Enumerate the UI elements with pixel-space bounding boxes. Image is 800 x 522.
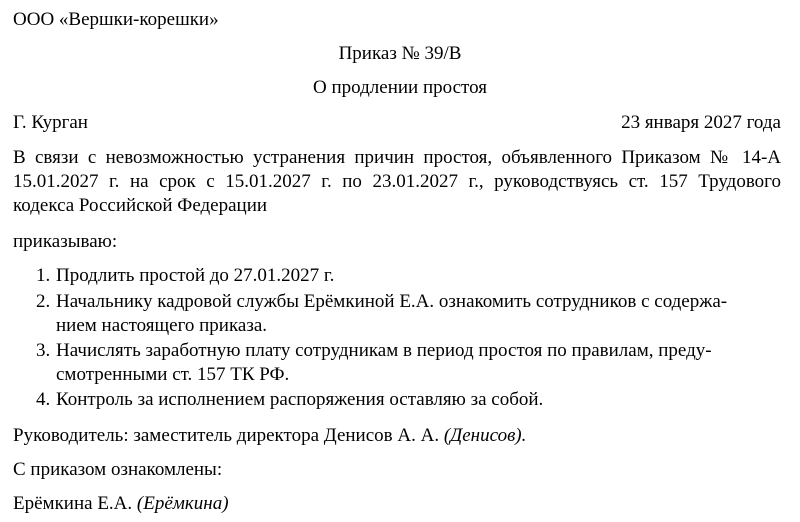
item-text-continuation: смотренными ст. 157 ТК РФ. <box>56 364 290 385</box>
item-text: Продлить простой до 27.01.2027 г. <box>56 265 335 286</box>
preamble-line: кодекса Российской Федерации <box>13 195 268 216</box>
item-number: 3. <box>36 340 51 361</box>
place-date-row <box>13 111 781 135</box>
preamble-line: В связи с невозможностью устранения причин простоя, объявленного Приказом № 14-А <box>13 147 781 168</box>
head-signature-line <box>13 424 781 448</box>
employee-name: Ерёмкина Е.А. <box>13 493 133 514</box>
item-text: Начислять заработную плату сотрудникам в период простоя по правилам, преду- <box>56 340 712 361</box>
order-title: Приказ № 39/В <box>338 43 462 64</box>
item-number: 2. <box>36 291 51 312</box>
head-signature: (Денисов). <box>443 425 527 446</box>
order-subject: О продлении простоя <box>313 77 487 98</box>
item-number: 4. <box>36 389 51 410</box>
city: Г. Курган <box>13 112 88 133</box>
item-number: 1. <box>36 265 51 286</box>
order-word: приказываю: <box>13 231 118 252</box>
employee-signature-line <box>13 492 781 516</box>
preamble-line: 15.01.2027 г. на срок с 15.01.2027 г. по 23.01.2027 г., руководствуясь ст. 157 Трудового <box>13 171 781 192</box>
item-text: Начальнику кадровой службы Ерёмкиной Е.А. ознакомить сотрудников с содержа- <box>56 291 728 312</box>
employee-signature: (Ерёмкина) <box>136 493 229 514</box>
list-item <box>36 388 781 412</box>
list-item <box>36 264 781 288</box>
order-date: 23 января 2027 года <box>621 112 781 133</box>
item-text: Контроль за исполнением распоряжения оставляю за собой. <box>56 389 544 410</box>
organization-name: ООО «Вершки-корешки» <box>13 9 219 30</box>
acknowledged-label: С приказом ознакомлены: <box>13 459 223 480</box>
item-text-continuation: нием настоящего приказа. <box>56 315 268 336</box>
list-item <box>36 339 781 363</box>
list-item <box>36 290 781 314</box>
head-signature-text: Руководитель: заместитель директора Денисов А. А. <box>13 425 440 446</box>
